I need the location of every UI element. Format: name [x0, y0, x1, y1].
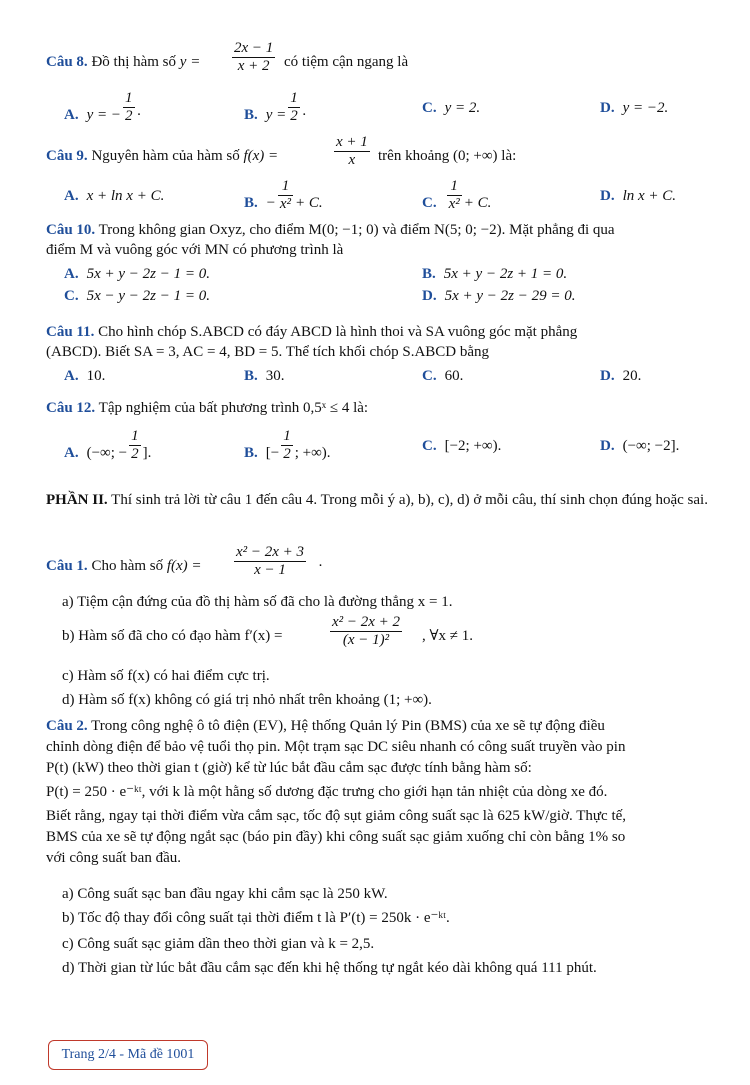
p1-statement-d[interactable]: d) Hàm số f(x) không có giá trị nhỏ nhất trên khoảng (1; +∞).: [62, 692, 432, 708]
option-b[interactable]: [244, 428, 331, 471]
denominator: 2: [125, 108, 133, 124]
fraction: [278, 178, 293, 213]
question-label: Câu 8.: [46, 54, 88, 70]
option-text: (−∞; −2].: [622, 438, 680, 454]
option-text: 5x + y − 2z − 29 = 0.: [444, 288, 576, 304]
question-label: Câu 9.: [46, 148, 88, 164]
question-10: [46, 220, 718, 260]
p2-statement-d[interactable]: d) Thời gian từ lúc bắt đầu cắm sạc đến khi hệ thống tự ngắt kéo dài không quá 111 phút.: [62, 960, 597, 976]
option-text: ·: [136, 106, 142, 123]
option-text: 20.: [622, 368, 642, 384]
q8-options: [46, 90, 718, 130]
option-text: 60.: [444, 368, 464, 384]
option-b[interactable]: [422, 264, 567, 284]
option-letter: D.: [422, 288, 437, 304]
option-letter: A.: [64, 266, 79, 282]
option-d[interactable]: [600, 366, 641, 386]
question-line-2: chỉnh dòng điện để bảo vệ tuổi thọ pin. Một trạm sạc DC siêu nhanh có công suất truyền vào pin: [46, 739, 626, 755]
option-text: 10.: [86, 368, 106, 384]
denominator: x − 1: [254, 562, 286, 578]
part-text: Thí sinh trả lời từ câu 1 đến câu 4. Trong mỗi ý a), b), c), d) ở mỗi câu, thí sinh chọn đúng hoặc sai.: [111, 492, 708, 508]
q10-options: [46, 264, 718, 308]
option-b[interactable]: [244, 90, 307, 133]
option-letter: B.: [244, 194, 258, 211]
option-text: y =: [265, 106, 287, 123]
p1-statement-a[interactable]: a) Tiệm cận đứng của đồ thị hàm số đã cho là đường thẳng x = 1.: [62, 594, 453, 610]
option-letter: C.: [64, 288, 79, 304]
option-c[interactable]: [64, 286, 210, 306]
function-lhs: y =: [179, 54, 201, 70]
page-footer: Trang 2/4 - Mã đề 1001: [48, 1040, 208, 1070]
question-label: Câu 12.: [46, 400, 96, 416]
denominator: x + 2: [237, 58, 270, 74]
p2-question-1: [46, 540, 718, 586]
question-tail: ·: [318, 558, 323, 574]
option-b[interactable]: [244, 178, 323, 221]
question-line-7: với công suất ban đầu.: [46, 850, 181, 866]
denominator: (x − 1)²: [342, 632, 390, 648]
p2-statement-c[interactable]: c) Công suất sạc giảm dần theo thời gian và k = 2,5.: [62, 936, 375, 952]
option-d[interactable]: [600, 436, 679, 456]
part-2-intro: [46, 490, 718, 510]
option-text: y = 2.: [444, 100, 481, 116]
numerator: x² − 2x + 3: [236, 544, 305, 560]
option-a[interactable]: [64, 366, 105, 386]
option-letter: C.: [422, 368, 437, 384]
q12-options: [46, 428, 718, 468]
option-text: 5x + y − 2z + 1 = 0.: [443, 266, 568, 282]
question-text: Tập nghiệm của bất phương trình 0,5ˣ ≤ 4 là:: [98, 400, 369, 416]
denominator: 2: [283, 446, 291, 462]
fraction: [288, 90, 300, 125]
denominator: x²: [448, 196, 460, 212]
fraction: [334, 134, 370, 169]
p2-statement-a[interactable]: a) Công suất sạc ban đầu ngay khi cắm sạc là 250 kW.: [62, 886, 388, 902]
option-text: −: [265, 194, 276, 211]
option-d[interactable]: [600, 98, 668, 118]
question-line-3: P(t) (kW) theo thời gian t (giờ) kể từ lúc bắt đầu cắm sạc được tính bằng hàm số:: [46, 760, 532, 776]
fraction: [129, 428, 141, 463]
q9-options: [46, 178, 718, 218]
question-tail: trên khoảng (0; +∞) là:: [378, 148, 517, 164]
option-a[interactable]: [64, 428, 152, 471]
question-9: [46, 136, 718, 176]
numerator: 1: [283, 428, 291, 444]
statement-text: , ∀x ≠ 1.: [422, 628, 474, 644]
option-text: ln x + C.: [622, 188, 677, 204]
option-letter: B.: [244, 106, 258, 123]
question-line-1: Trong không gian Oxyz, cho điểm M(0; −1; 0) và điểm N(5; 0; −2). Mặt phẳng đi qua: [98, 222, 615, 238]
option-d[interactable]: [600, 186, 676, 206]
question-line-2: điểm M và vuông góc với MN có phương trình là: [46, 242, 344, 258]
fraction: [281, 428, 293, 463]
option-text: x + ln x + C.: [86, 188, 165, 204]
question-text: Cho hàm số: [91, 558, 164, 574]
option-text: + C.: [463, 194, 492, 211]
statement-text: b) Hàm số đã cho có đạo hàm f′(x) =: [62, 628, 283, 644]
question-label: Câu 1.: [46, 558, 88, 574]
question-tail: có tiệm cận ngang là: [284, 54, 409, 70]
question-line-6: BMS của xe sẽ tự động ngắt sạc (báo pin đầy) khi công suất sạc giảm xuống chỉ còn bằng 1% so: [46, 829, 626, 845]
option-a[interactable]: [64, 186, 164, 206]
option-text: y = −2.: [622, 100, 669, 116]
option-c[interactable]: [422, 366, 463, 386]
numerator: x² − 2x + 2: [332, 614, 401, 630]
fraction: [123, 90, 135, 125]
numerator: x + 1: [336, 134, 368, 150]
option-letter: D.: [600, 368, 615, 384]
option-c[interactable]: [422, 436, 501, 456]
option-letter: C.: [422, 194, 437, 211]
option-letter: C.: [422, 438, 437, 454]
option-letter: A.: [64, 106, 79, 123]
option-letter: B.: [244, 368, 258, 384]
question-11: [46, 322, 718, 362]
function-lhs: f(x) =: [166, 558, 202, 574]
option-d[interactable]: [422, 286, 576, 306]
numerator: 1: [278, 178, 293, 196]
denominator: x: [348, 152, 356, 168]
option-a[interactable]: [64, 264, 210, 284]
option-text: ].: [142, 444, 152, 461]
numerator: 2x − 1: [234, 40, 274, 56]
option-text: ; +∞).: [294, 444, 331, 461]
p2-statement-b[interactable]: b) Tốc độ thay đổi công suất tại thời điểm t là P′(t) = 250k · e⁻ᵏᵗ.: [62, 910, 450, 926]
fraction: [232, 40, 275, 75]
fraction: [330, 614, 402, 649]
option-text: 5x − y − 2z − 1 = 0.: [86, 288, 210, 304]
option-b[interactable]: [244, 366, 285, 386]
q11-options: [46, 366, 718, 388]
part-title: PHẦN II.: [46, 492, 108, 508]
option-text: (−∞; −: [86, 444, 128, 461]
question-text: Đồ thị hàm số: [91, 54, 177, 70]
denominator: x²: [279, 196, 292, 212]
question-line-2: (ABCD). Biết SA = 3, AC = 4, BD = 5. Thể tích khối chóp S.ABCD bằng: [46, 344, 490, 360]
option-text: ·: [301, 106, 307, 123]
numerator: 1: [131, 428, 139, 444]
option-letter: A.: [64, 368, 79, 384]
question-12: [46, 398, 718, 418]
denominator: 2: [290, 108, 298, 124]
question-line-4: P(t) = 250 · e⁻ᵏᵗ, với k là một hằng số dương đặc trưng cho giới hạn tản nhiệt của dòng xe đó.: [46, 784, 608, 800]
option-letter: A.: [64, 188, 79, 204]
option-letter: C.: [422, 100, 437, 116]
option-letter: D.: [600, 100, 615, 116]
numerator: 1: [290, 90, 298, 106]
numerator: 1: [125, 90, 133, 106]
question-line-5: Biết rằng, ngay tại thời điểm vừa cắm sạc, tốc độ sụt giảm công suất sạc là 625 kW/giờ. Thực tế,: [46, 808, 627, 824]
option-letter: A.: [64, 444, 79, 461]
question-8: [46, 40, 718, 84]
question-text: Nguyên hàm của hàm số: [91, 148, 240, 164]
option-text: [−2; +∞).: [444, 438, 502, 454]
option-letter: D.: [600, 188, 615, 204]
p2-question-2: [46, 716, 718, 869]
question-label: Câu 2.: [46, 718, 88, 734]
option-text: + C.: [295, 194, 323, 211]
option-a[interactable]: [64, 90, 142, 133]
option-c[interactable]: [422, 178, 492, 221]
question-label: Câu 10.: [46, 222, 96, 238]
fraction: [234, 544, 306, 579]
question-line-1: Trong công nghệ ô tô điện (EV), Hệ thống Quản lý Pin (BMS) của xe sẽ tự động điều: [91, 718, 605, 734]
question-line-1: Cho hình chóp S.ABCD có đáy ABCD là hình thoi và SA vuông góc mặt phẳng: [98, 324, 578, 340]
numerator: 1: [447, 178, 462, 196]
fraction: [447, 178, 462, 213]
p1-statement-c[interactable]: c) Hàm số f(x) có hai điểm cực trị.: [62, 668, 270, 684]
option-letter: D.: [600, 438, 615, 454]
question-label: Câu 11.: [46, 324, 95, 340]
p1-statement-b[interactable]: [62, 614, 718, 662]
option-text: [−: [265, 444, 280, 461]
option-letter: B.: [244, 444, 258, 461]
option-text: 5x + y − 2z − 1 = 0.: [86, 266, 210, 282]
option-text: 30.: [265, 368, 285, 384]
option-text: y = −: [86, 106, 121, 123]
option-letter: B.: [422, 266, 436, 282]
denominator: 2: [131, 446, 139, 462]
function-lhs: f(x) =: [243, 148, 279, 164]
option-c[interactable]: [422, 98, 480, 118]
